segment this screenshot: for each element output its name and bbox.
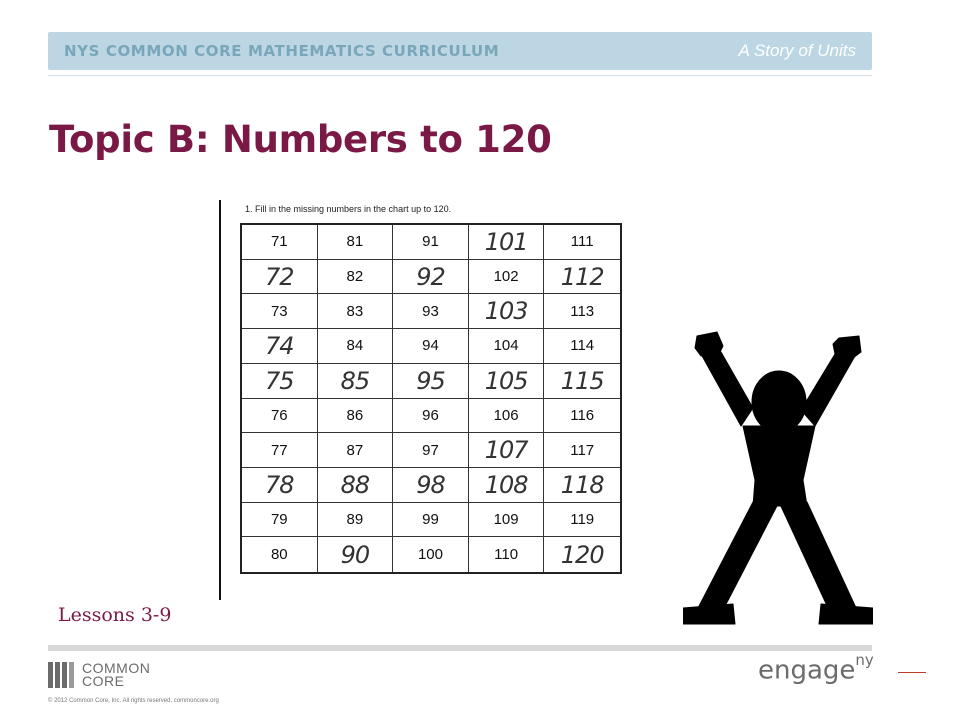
handwritten-number-cell: 107 bbox=[469, 433, 545, 468]
handwritten-number-cell: 72 bbox=[242, 260, 318, 295]
printed-number-cell: 109 bbox=[469, 503, 545, 538]
handwritten-number-cell: 75 bbox=[242, 364, 318, 399]
printed-number-cell: 97 bbox=[393, 433, 469, 468]
printed-number-cell: 86 bbox=[318, 399, 394, 434]
printed-number-cell: 100 bbox=[393, 537, 469, 572]
curriculum-label: NYS COMMON CORE MATHEMATICS CURRICULUM bbox=[64, 42, 500, 60]
handwritten-number-cell: 108 bbox=[469, 468, 545, 503]
printed-number-cell: 79 bbox=[242, 503, 318, 538]
worksheet-instruction: 1. Fill in the missing numbers in the chart up to 120. bbox=[245, 204, 452, 214]
footer-divider bbox=[48, 645, 872, 651]
printed-number-cell: 116 bbox=[544, 399, 620, 434]
lessons-label: Lessons 3-9 bbox=[58, 604, 172, 626]
handwritten-number-cell: 78 bbox=[242, 468, 318, 503]
printed-number-cell: 93 bbox=[393, 294, 469, 329]
printed-number-cell: 119 bbox=[544, 503, 620, 538]
printed-number-cell: 82 bbox=[318, 260, 394, 295]
printed-number-cell: 83 bbox=[318, 294, 394, 329]
engageny-logo bbox=[758, 651, 874, 686]
printed-number-cell: 114 bbox=[544, 329, 620, 364]
common-core-logo bbox=[48, 662, 150, 688]
printed-number-cell: 71 bbox=[242, 225, 318, 260]
handwritten-number-cell: 92 bbox=[393, 260, 469, 295]
printed-number-cell: 73 bbox=[242, 294, 318, 329]
printed-number-cell: 111 bbox=[544, 225, 620, 260]
printed-number-cell: 117 bbox=[544, 433, 620, 468]
logo-line2: CORE bbox=[82, 673, 125, 689]
worksheet-margin-line bbox=[219, 200, 221, 600]
printed-number-cell: 94 bbox=[393, 329, 469, 364]
printed-number-cell: 91 bbox=[393, 225, 469, 260]
printed-number-cell: 102 bbox=[469, 260, 545, 295]
printed-number-cell: 84 bbox=[318, 329, 394, 364]
header-divider bbox=[48, 75, 872, 76]
copyright-text: © 2012 Common Core, Inc. All rights reserved. commoncore.org bbox=[48, 698, 219, 704]
handwritten-number-cell: 95 bbox=[393, 364, 469, 399]
printed-number-cell: 77 bbox=[242, 433, 318, 468]
printed-number-cell: 87 bbox=[318, 433, 394, 468]
printed-number-cell: 104 bbox=[469, 329, 545, 364]
handwritten-number-cell: 118 bbox=[544, 468, 620, 503]
header-band bbox=[48, 32, 872, 70]
handwritten-number-cell: 98 bbox=[393, 468, 469, 503]
handwritten-number-cell: 103 bbox=[469, 294, 545, 329]
handwritten-number-cell: 85 bbox=[318, 364, 394, 399]
logo-line1: COMMON bbox=[82, 660, 151, 676]
handwritten-number-cell: 88 bbox=[318, 468, 394, 503]
footer-accent-line bbox=[898, 672, 926, 673]
handwritten-number-cell: 74 bbox=[242, 329, 318, 364]
number-chart bbox=[240, 223, 622, 574]
printed-number-cell: 80 bbox=[242, 537, 318, 572]
page-title: Topic B: Numbers to 120 bbox=[49, 118, 552, 161]
printed-number-cell: 81 bbox=[318, 225, 394, 260]
handwritten-number-cell: 120 bbox=[560, 540, 604, 569]
common-core-bars-icon bbox=[48, 662, 76, 688]
printed-number-cell: 76 bbox=[242, 399, 318, 434]
handwritten-number-cell: 101 bbox=[469, 225, 545, 260]
ny-text: ny bbox=[855, 651, 874, 669]
printed-number-cell: 110 bbox=[469, 537, 545, 572]
printed-number-cell: 96 bbox=[393, 399, 469, 434]
handwritten-number-cell: 112 bbox=[544, 260, 620, 295]
handwritten-number-cell: 90 bbox=[318, 537, 394, 572]
handwritten-number-cell: 105 bbox=[469, 364, 545, 399]
engage-text: engage bbox=[758, 655, 856, 686]
cheering-person-icon bbox=[683, 330, 873, 626]
story-label: A Story of Units bbox=[738, 41, 856, 60]
printed-number-cell: 113 bbox=[544, 294, 620, 329]
printed-number-cell: 99 bbox=[393, 503, 469, 538]
printed-number-cell: 106 bbox=[469, 399, 545, 434]
printed-number-cell: 89 bbox=[318, 503, 394, 538]
handwritten-number-cell: 115 bbox=[544, 364, 620, 399]
